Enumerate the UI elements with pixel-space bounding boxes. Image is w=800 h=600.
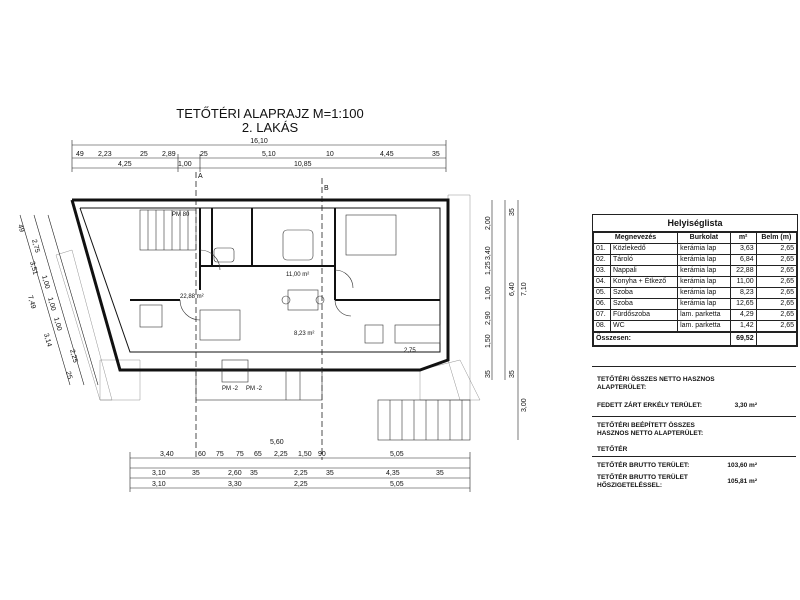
dim-label: 35 [250, 470, 258, 477]
dim-label: 25 [200, 151, 208, 158]
cell-area: 4,29 [730, 310, 756, 321]
dim-label: 2,89 [162, 151, 176, 158]
cell-room: Szoba [611, 299, 678, 310]
room-list-header-row [594, 233, 797, 244]
dim-label: 3,30 [228, 481, 242, 488]
table-row [594, 321, 797, 333]
gross-insulated-area [597, 474, 787, 490]
dim-label: 49 [76, 151, 84, 158]
dim-label: 2,25 [68, 348, 79, 364]
cell-height: 2,65 [756, 321, 796, 333]
dim-label: 3,00 [521, 398, 528, 412]
table-row [594, 277, 797, 288]
dim-label: 5,05 [390, 451, 404, 458]
dim-label: 1,00 [52, 316, 63, 332]
dim-label: 35 [509, 208, 516, 216]
balcony [378, 400, 470, 440]
dim-label: 1,50 [485, 334, 492, 348]
table-row [594, 255, 797, 266]
door-swings [180, 250, 353, 320]
dim-bottom-row3 [152, 470, 444, 477]
dim-label: 35 [432, 151, 440, 158]
dim-label: 5,10 [262, 151, 276, 158]
gross-insulated-label-line1: TETŐTÉR BRUTTO TERÜLET [597, 474, 688, 481]
built-area-label-line2: HASZNOS NETTO ALAPTERÜLET: [597, 430, 704, 437]
gross-area [597, 462, 787, 470]
dim-label: 1,00 [178, 161, 192, 168]
col-header-name: Megnevezés [594, 233, 678, 244]
room-area-small: 2,75 [404, 348, 416, 354]
dim-label: 25 [140, 151, 148, 158]
dim-label: 5,05 [390, 481, 404, 488]
table-row [594, 310, 797, 321]
dim-label: 4,35 [386, 470, 400, 477]
cell-height: 2,65 [756, 266, 796, 277]
net-area-label [597, 376, 787, 392]
gross-insulated-value: 105,81 m² [727, 478, 757, 485]
room-area-kitchen: 11,00 m² [286, 272, 310, 278]
cell-room: Fürdőszoba [611, 310, 678, 321]
cell-room: Tároló [611, 255, 678, 266]
cell-finish: kerámia lap [678, 277, 731, 288]
cell-height: 2,65 [756, 244, 796, 255]
gross-area-value: 103,60 m² [727, 462, 757, 469]
dim-label: 49 [16, 223, 25, 234]
room-level-1: PM -2 [222, 386, 239, 392]
section-markers [196, 172, 322, 460]
cell-finish: lam. parketta [678, 310, 731, 321]
col-header-area: m² [730, 233, 756, 244]
dim-label: 1,50 [298, 451, 312, 458]
dim-label: 7,49 [26, 294, 37, 310]
cell-no: 04. [594, 277, 611, 288]
dim-label: 4,25 [118, 161, 132, 168]
dim-label: 2,60 [228, 470, 242, 477]
cell-finish: lam. parketta [678, 321, 731, 333]
room-level-2: PM -2 [246, 386, 263, 392]
cell-finish: kerámia lap [678, 266, 731, 277]
table-row [594, 266, 797, 277]
dim-label: 2,23 [98, 151, 112, 158]
built-area-label-line1: TETŐTÉRI BEÉPÍTETT ÖSSZES [597, 422, 695, 429]
cell-finish: kerámia lap [678, 288, 731, 299]
dim-label: 3,51 [28, 260, 39, 276]
cell-height: 2,65 [756, 255, 796, 266]
dim-top-row2 [76, 151, 440, 158]
room-list-total-row [594, 332, 797, 346]
dim-label: 75 [236, 451, 244, 458]
cell-area: 1,42 [730, 321, 756, 333]
cell-room: Közlekedő [611, 244, 678, 255]
cell-area: 3,63 [730, 244, 756, 255]
dim-label: 35 [326, 470, 334, 477]
dim-label: 90 [318, 451, 326, 458]
dim-label: 2,25 [294, 470, 308, 477]
dim-label: 35 [436, 470, 444, 477]
room-list-title: Helyiséglista [593, 215, 797, 232]
cell-no: 05. [594, 288, 611, 299]
dim-label: 6,40 [509, 282, 516, 296]
room-list-table [592, 214, 798, 347]
dim-label: 75 [216, 451, 224, 458]
cell-no: 01. [594, 244, 611, 255]
cell-no: 03. [594, 266, 611, 277]
dim-label: 2,90 [485, 311, 492, 325]
cell-finish: kerámia lap [678, 299, 731, 310]
cell-area: 8,23 [730, 288, 756, 299]
dim-label: 1,25 [485, 261, 492, 275]
cell-area: 11,00 [730, 277, 756, 288]
dim-label: 10 [326, 151, 334, 158]
plan-title: TETŐTÉRI ALAPRAJZ M=1:100 [176, 106, 364, 121]
dim-left-col [16, 224, 79, 381]
lower-landing [196, 370, 322, 400]
summary-divider-low [592, 456, 796, 457]
cell-room: WC [611, 321, 678, 333]
net-area-label-line2: ALAPTERÜLET: [597, 384, 647, 391]
dim-label: 3,14 [42, 332, 53, 348]
dim-label: 3,10 [152, 481, 166, 488]
dim-label: 10,85 [294, 161, 312, 168]
dim-bottom-row2 [198, 451, 326, 458]
col-header-height: Belm (m) [756, 233, 796, 244]
dim-bottom-row4 [152, 481, 404, 488]
col-header-finish: Burkolat [678, 233, 731, 244]
right-dimension-lines [492, 200, 518, 440]
gross-area-label: TETŐTÉR BRUTTO TERÜLET: [597, 462, 690, 469]
dim-label: 60 [198, 451, 206, 458]
cell-area: 22,88 [730, 266, 756, 277]
cell-no: 06. [594, 299, 611, 310]
table-row [594, 244, 797, 255]
room-area-room: 8,23 m² [294, 331, 315, 337]
cell-area: 12,65 [730, 299, 756, 310]
total-label: Összesen: [594, 332, 731, 346]
dim-label: 35 [192, 470, 200, 477]
total-value: 69,52 [730, 332, 756, 346]
dim-label: 2,25 [294, 481, 308, 488]
roof-label: TETŐTÉR [597, 446, 628, 453]
dim-label: 2,00 [485, 216, 492, 230]
cell-finish: kerámia lap [678, 255, 731, 266]
dim-label: 3,40 [485, 246, 492, 260]
balcony-area [597, 402, 787, 410]
dim-label: 2,75 [30, 238, 41, 254]
dim-label: 35 [509, 370, 516, 378]
room-area-living: 22,88 m² [180, 294, 204, 300]
summary-divider-mid [592, 416, 796, 417]
dim-label: 25 [64, 370, 73, 381]
dim-label: 4,45 [380, 151, 394, 158]
dim-label: 65 [254, 451, 262, 458]
room-list-grid [593, 232, 797, 346]
cell-room: Szoba [611, 288, 678, 299]
gross-insulated-label-line2: HŐSZIGETELÉSSEL: [597, 482, 663, 489]
cell-height: 2,65 [756, 299, 796, 310]
room-level-stairs: PM 80 [172, 212, 190, 218]
cell-height: 2,65 [756, 288, 796, 299]
summary-divider-top [592, 366, 796, 367]
cell-room: Nappali [611, 266, 678, 277]
net-area-label-line1: TETŐTÉRI ÖSSZES NETTO HASZNOS [597, 376, 715, 383]
cell-height: 2,65 [756, 310, 796, 321]
dim-top-row3 [118, 161, 312, 168]
cell-no: 07. [594, 310, 611, 321]
section-a-label: A [198, 173, 203, 180]
total-empty [756, 332, 796, 346]
cell-no: 02. [594, 255, 611, 266]
plan-subtitle: 2. LAKÁS [241, 120, 299, 135]
table-row [594, 299, 797, 310]
cell-no: 08. [594, 321, 611, 333]
dim-right-col [485, 208, 528, 412]
exterior-walls [72, 200, 448, 370]
dim-label: 3,10 [152, 470, 166, 477]
dim-label: 1,00 [485, 286, 492, 300]
interior-walls [130, 208, 440, 300]
dim-label: 1,00 [46, 296, 57, 312]
balcony-area-label: FEDETT ZÁRT ERKÉLY TERÜLET: [597, 402, 703, 409]
dim-label: 1,00 [40, 274, 51, 290]
cell-room: Konyha + Étkező [611, 277, 678, 288]
dim-label: 35 [485, 370, 492, 378]
table-row [594, 288, 797, 299]
section-b-label: B [324, 185, 329, 192]
balcony-area-value: 3,30 m² [734, 402, 757, 409]
dim-label: 5,60 [270, 439, 284, 446]
cell-finish: kerámia lap [678, 244, 731, 255]
cell-area: 6,84 [730, 255, 756, 266]
cell-height: 2,65 [756, 277, 796, 288]
exterior-walls-inner [80, 208, 440, 352]
built-area-label [597, 422, 787, 438]
dim-top-total: 16,10 [250, 138, 268, 145]
dim-label: 3,40 [160, 451, 174, 458]
dim-label: 2,25 [274, 451, 288, 458]
dim-label: 7,10 [521, 282, 528, 296]
